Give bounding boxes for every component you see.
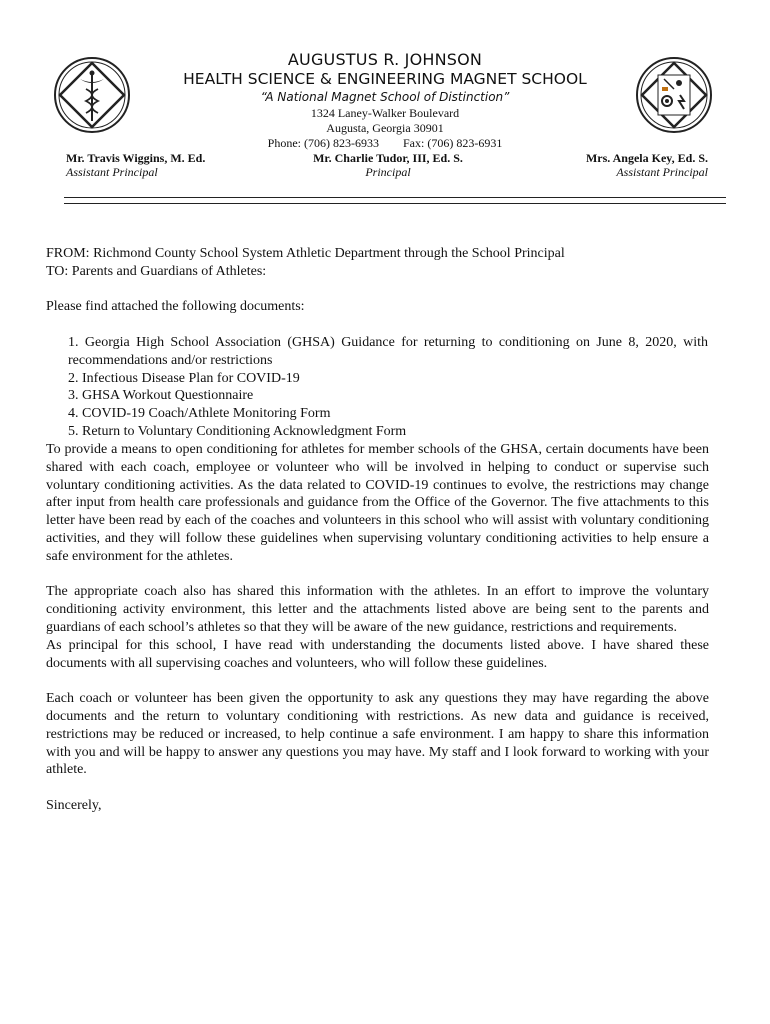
right-admin-title: Assistant Principal xyxy=(616,165,708,179)
list-item: 1. Georgia High School Association (GHSA) Guidance for returning to conditioning on June 8, 2020, with recommendations and/or restrictions xyxy=(68,335,708,368)
to-line: TO: Parents and Guardians of Athletes: xyxy=(46,264,267,279)
list-item: 2. Infectious Disease Plan for COVID-19 xyxy=(68,370,300,386)
city-address: Augusta, Georgia 30901 xyxy=(326,121,444,135)
intro-line: Please find attached the following documents: xyxy=(46,299,305,314)
paragraph-2: The appropriate coach also has shared this information with the athletes. In an effort to improve the voluntary conditioning activity environment, this letter and the attachments listed above are being sent to the parents and guardians of each school’s athletes so that they will be aware of the new guidance, restrictions and requirements. xyxy=(46,584,709,635)
left-admin-name: Mr. Travis Wiggins, M. Ed. xyxy=(66,151,206,165)
center-admin-title: Principal xyxy=(365,165,411,179)
attachments-list xyxy=(68,334,708,441)
list-item: 4. COVID-19 Coach/Athlete Monitoring Form xyxy=(68,406,331,422)
center-admin-name: Mr. Charlie Tudor, III, Ed. S. xyxy=(313,151,463,165)
closing: Sincerely, xyxy=(46,797,102,813)
letter-body xyxy=(46,441,709,815)
paragraph-3: As principal for this school, I have read with understanding the documents listed above. I have shared these documents with all supervising coaches and volunteers, who will follow these guidelines. xyxy=(46,637,709,671)
left-admin-title: Assistant Principal xyxy=(66,165,158,179)
paragraph-4: Each coach or volunteer has been given the opportunity to ask any questions they may have regarding the above documents and the return to voluntary conditioning with restrictions. As new data and guidance is received, restrictions may be reduced or increased, to help continue a safe environment. I am happy to share this information with you and will be happy to answer any questions you may have. My staff and I look forward to working with your athlete. xyxy=(46,691,709,778)
right-admin-name: Mrs. Angela Key, Ed. S. xyxy=(585,151,708,165)
paragraph-1: To provide a means to open conditioning for athletes for member schools of the GHSA, certain documents have been shared with each coach, employee or volunteer who will be involved in helping to conduct or supervise such voluntary conditioning activities. As the data related to COVID-19 continues to evolve, the restrictions may change after input from health care professionals and guidance from the Office of the Governor. The five attachments to this letter have been read by each of the coaches and volunteers in this school who will assist with voluntary conditioning activities, and they will follow these guidelines when supervising voluntary conditioning activities to help ensure a safe environment for the athletes. xyxy=(46,442,709,564)
list-item: 3. GHSA Workout Questionnaire xyxy=(68,388,254,404)
header-divider-top xyxy=(64,197,726,198)
school-name-line2: HEALTH SCIENCE & ENGINEERING MAGNET SCHOOL xyxy=(183,70,587,88)
school-tagline: “A National Magnet School of Distinction” xyxy=(260,90,510,104)
street-address: 1324 Laney-Walker Boulevard xyxy=(310,106,460,120)
header-divider-bottom xyxy=(64,203,726,204)
fax-number: Fax: (706) 823-6931 xyxy=(403,136,503,150)
list-item: 5. Return to Voluntary Conditioning Acknowledgment Form xyxy=(68,423,407,439)
from-line: FROM: Richmond County School System Athletic Department through the School Principal xyxy=(46,246,565,261)
contact-line xyxy=(0,136,770,151)
school-name-line1: AUGUSTUS R. JOHNSON xyxy=(287,50,483,69)
phone-number: Phone: (706) 823-6933 xyxy=(267,136,379,150)
